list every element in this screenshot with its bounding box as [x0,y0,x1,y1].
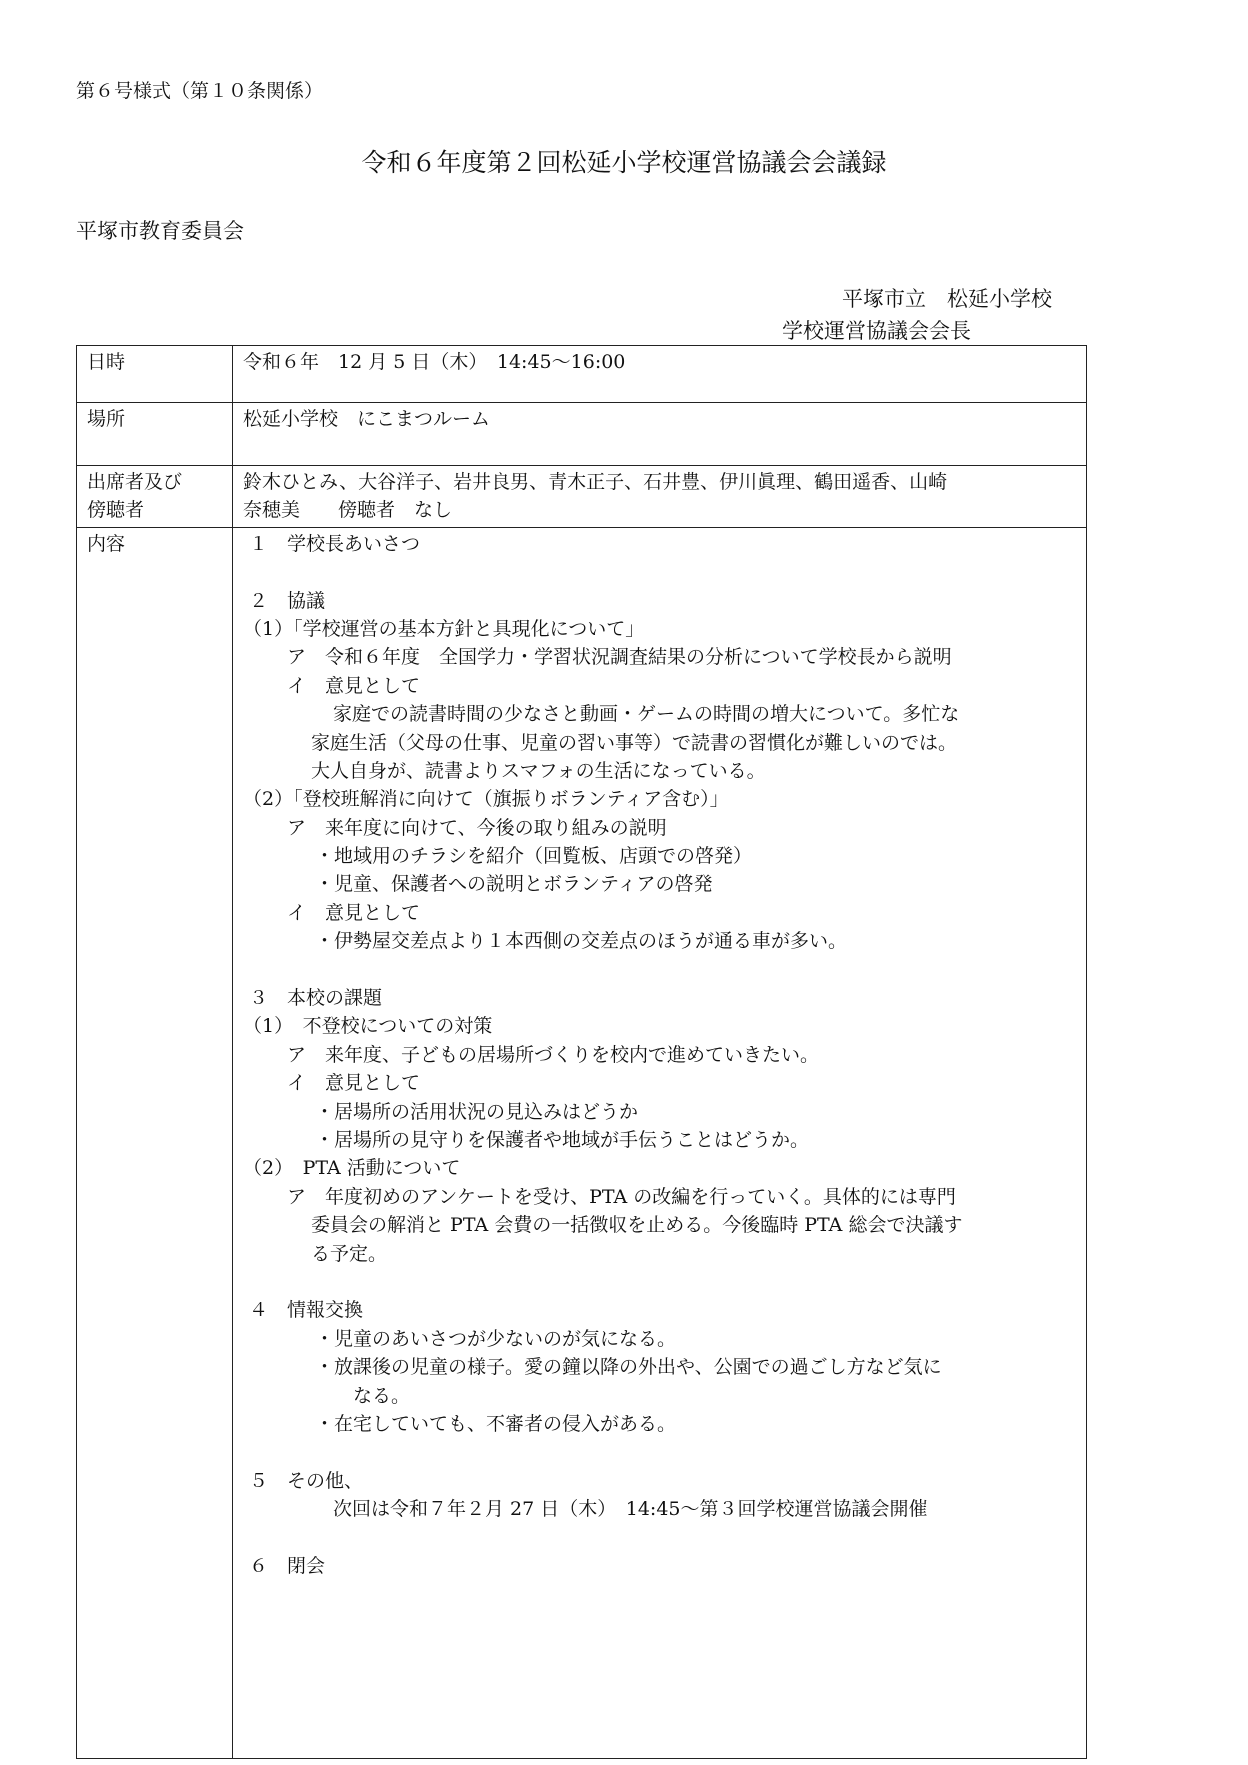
item-line: ア 来年度、子どもの居場所づくりを校内で進めていきたい。 [287,1043,820,1066]
item-line: る予定。 [311,1242,388,1265]
subsection-title: （1） 不登校についての対策 [243,1015,493,1038]
committee-name: 平塚市教育委員会 [76,219,244,243]
section-heading: ３ 本校の課題 [249,987,383,1010]
bullet-line: ・放課後の児童の様子。愛の鐘以降の外出や、公園での過ごし方など気に [315,1356,942,1379]
item-line: ア 年度初めのアンケートを受け、PTA の改編を行っていく。具体的には専門 [287,1185,956,1208]
subsection-title: （2） PTA 活動について [243,1157,461,1180]
section-heading: ５ その他、 [249,1469,364,1492]
bullet-line: ・児童のあいさつが少ないのが気になる。 [315,1327,677,1350]
minutes-table [76,345,1087,1759]
content-label: 内容 [77,527,233,1758]
bullet-line: ・居場所の活用状況の見込みはどうか [315,1100,639,1123]
item-line: イ 意見として [287,674,421,697]
bullet-line: ・地域用のチラシを紹介（回覧板、店頭での啓発） [315,845,753,868]
page-title: 令和６年度第２回松延小学校運営協議会会議録 [361,148,887,177]
bullet-line: ・伊勢屋交差点より１本西側の交差点のほうが通る車が多い。 [315,930,848,953]
table-row-attendees [77,466,1087,528]
item-line: イ 意見として [287,1072,421,1095]
chair-title: 学校運営協議会会長 [782,319,971,343]
bullet-line: ・居場所の見守りを保護者や地域が手伝うことはどうか。 [315,1128,810,1151]
bullet-line: ・児童、保護者への説明とボランティアの啓発 [315,873,713,896]
table-row-date [77,346,1087,403]
school-name: 平塚市立 松延小学校 [842,287,1052,311]
content-body [233,527,1087,1758]
table-row-place [77,403,1087,466]
place-label: 場所 [77,403,233,466]
attendees-label-line: 出席者及び [87,471,183,493]
section-heading: １ 学校長あいさつ [249,532,421,555]
opinion-line: 家庭での読書時間の少なさと動画・ゲームの時間の増大について。多忙な [333,703,960,726]
section-heading: ２ 協議 [249,589,326,612]
attendees-value [233,466,1087,528]
item-line: ア 来年度に向けて、今後の取り組みの説明 [287,816,667,839]
subsection-title: （2）「登校班解消に向けて（旗振りボランティア含む）」 [243,788,729,811]
table-row-content [77,527,1087,1758]
bullet-line: ・在宅していても、不審者の侵入がある。 [315,1412,677,1435]
bullet-line: なる。 [353,1384,411,1407]
place-value: 松延小学校 にこまつルーム [233,403,1087,466]
item-line: 委員会の解消と PTA 会費の一括徴収を止める。今後臨時 PTA 総会で決議す [311,1214,963,1237]
date-label: 日時 [77,346,233,403]
opinion-line: 家庭生活（父母の仕事、児童の習い事等）で読書の習慣化が難しいのでは。 [311,731,958,754]
form-number: 第６号様式（第１０条関係） [76,80,324,102]
attendees-label-line: 傍聴者 [87,499,145,522]
subsection-title: （1）「学校運営の基本方針と具現化について」 [243,617,645,640]
item-line: ア 令和６年度 全国学力・学習状況調査結果の分析について学校長から説明 [287,646,952,669]
item-line: イ 意見として [287,901,421,924]
section-heading: ６ 閉会 [249,1554,326,1577]
section-heading: ４ 情報交換 [249,1299,364,1322]
opinion-line: 大人自身が、読書よりスマフォの生活になっている。 [311,759,766,782]
item-line: 次回は令和７年２月 27 日（木） 14:45～第３回学校運営協議会開催 [333,1498,928,1521]
date-value: 令和６年 12 月 5 日（木） 14:45～16:00 [233,346,1087,403]
attendees-line: 鈴木ひとみ、大谷洋子、岩井良男、青木正子、石井豊、伊川眞理、鶴田遥香、山崎 [243,471,948,493]
attendees-label [77,466,233,528]
attendees-line: 奈穂美 傍聴者 なし [243,499,453,522]
